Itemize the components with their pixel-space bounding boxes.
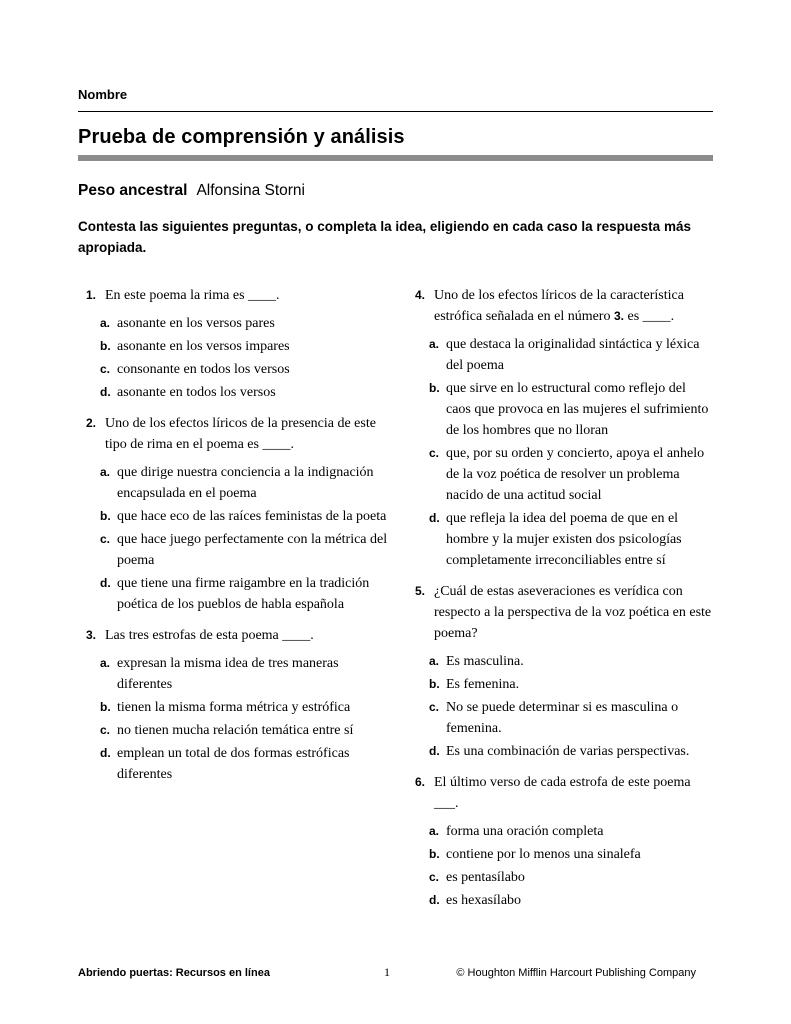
question-2-option-b (100, 506, 393, 527)
option-text: que hace eco de las raíces feministas de la poeta (117, 509, 387, 524)
question-text: ¿Cuál de estas aseveraciones es verídica con respecto a la perspectiva de la voz poética en este poema? (434, 584, 712, 641)
footer-book-title: Abriendo puertas: Recursos en línea (78, 967, 270, 979)
option-letter: a. (429, 654, 440, 668)
option-letter: d. (429, 744, 440, 758)
poem-heading (78, 182, 713, 200)
option-text: Es femenina. (446, 677, 520, 692)
option-letter: c. (429, 870, 440, 884)
poem-title: Peso ancestral (78, 182, 188, 199)
option-letter: a. (100, 465, 111, 479)
question-6-text-row (407, 772, 713, 814)
question-1-text-row (78, 285, 393, 306)
question-4 (407, 285, 713, 571)
question-6-option-a (429, 821, 713, 842)
page-footer (78, 965, 713, 980)
question-3-option-d (100, 743, 393, 785)
question-3-option-c (100, 720, 393, 741)
option-text: tienen la misma forma métrica y estrófica (117, 700, 351, 715)
option-text: asonante en todos los versos (117, 385, 276, 400)
option-letter: c. (100, 362, 111, 376)
footer-copyright: © Houghton Mifflin Harcourt Publishing Company (456, 967, 696, 979)
question-text-bold-reference: 3. (613, 309, 624, 323)
option-text: emplean un total de dos formas estróficas diferentes (117, 746, 350, 782)
option-text: que hace juego perfectamente con la métrica del poema (117, 532, 388, 568)
question-1-options (100, 313, 393, 403)
option-text: que refleja la idea del poema de que en el hombre y la mujer existen dos psicologías completamente irreconciliables entre sí (446, 511, 682, 568)
option-text: que, por su orden y concierto, apoya el anhelo de la voz poética de resolver un problema nacido de una actitud social (446, 446, 705, 503)
option-text: Es masculina. (446, 654, 524, 669)
option-text: es pentasílabo (446, 870, 525, 885)
option-letter: b. (100, 700, 111, 714)
question-2-option-a (100, 462, 393, 504)
question-3-option-b (100, 697, 393, 718)
question-text: Uno de los efectos líricos de la presencia de este tipo de rima en el poema es ____. (105, 416, 376, 452)
question-4-text-row (407, 285, 713, 327)
question-text: Las tres estrofas de esta poema ____. (105, 628, 314, 643)
option-letter: c. (429, 700, 440, 714)
left-column (78, 285, 393, 921)
instructions: Contesta las siguientes preguntas, o completa la idea, eligiendo en cada caso la respuesta más apropiada. (78, 219, 691, 255)
question-5-option-b (429, 674, 713, 695)
option-letter: a. (100, 656, 111, 670)
question-4-option-d (429, 508, 713, 571)
question-6-option-d (429, 890, 713, 911)
question-6-option-b (429, 844, 713, 865)
option-letter: b. (100, 339, 111, 353)
option-text: que dirige nuestra conciencia a la indignación encapsulada en el poema (117, 465, 374, 501)
question-2-option-c (100, 529, 393, 571)
option-text: consonante en todos los versos (117, 362, 290, 377)
question-2-options (100, 462, 393, 615)
right-column (407, 285, 713, 921)
question-3-options (100, 653, 393, 785)
question-5-options (429, 651, 713, 762)
question-3 (78, 625, 393, 785)
option-letter: b. (100, 509, 111, 523)
question-text-segment: Uno de los efectos líricos de la característica estrófica señalada en el número (434, 288, 684, 324)
page-title: Prueba de comprensión y análisis (78, 126, 713, 161)
poem-author: Alfonsina Storni (196, 182, 305, 199)
option-letter: c. (100, 532, 111, 546)
question-4-option-a (429, 334, 713, 376)
question-4-options (429, 334, 713, 571)
question-5-option-c (429, 697, 713, 739)
option-text: No se puede determinar si es masculina o femenina. (446, 700, 679, 736)
question-1 (78, 285, 393, 403)
question-6-options (429, 821, 713, 911)
option-text: que sirve en lo estructural como reflejo del caos que provoca en las mujeres el sufrimiento de los hombres que no lloran (446, 381, 709, 438)
question-text: El último verso de cada estrofa de este poema ___. (434, 775, 691, 811)
question-5-option-d (429, 741, 713, 762)
question-1-option-b (100, 336, 393, 357)
question-number: 4. (415, 288, 426, 302)
option-letter: a. (100, 316, 111, 330)
option-text: es hexasílabo (446, 893, 522, 908)
option-letter: d. (100, 385, 111, 399)
option-letter: c. (429, 446, 440, 460)
option-text: asonante en los versos impares (117, 339, 290, 354)
question-text: En este poema la rima es ____. (105, 288, 280, 303)
option-text: forma una oración completa (446, 824, 604, 839)
question-1-option-a (100, 313, 393, 334)
option-letter: b. (429, 847, 440, 861)
option-letter: d. (100, 576, 111, 590)
option-letter: d. (429, 893, 440, 907)
option-text: no tienen mucha relación temática entre sí (117, 723, 354, 738)
question-text (434, 285, 713, 327)
name-field-row (78, 86, 713, 112)
question-3-text-row (78, 625, 393, 646)
option-letter: b. (429, 381, 440, 395)
option-letter: d. (429, 511, 440, 525)
question-2-text-row (78, 413, 393, 455)
question-5-option-a (429, 651, 713, 672)
footer-page-number: 1 (384, 965, 390, 979)
question-number: 2. (86, 416, 97, 430)
option-letter: a. (429, 337, 440, 351)
option-text: que destaca la originalidad sintáctica y léxica del poema (446, 337, 700, 373)
option-text: Es una combinación de varias perspectivas. (446, 744, 690, 759)
option-letter: a. (429, 824, 440, 838)
question-text-segment: es ____. (624, 309, 675, 324)
question-2-option-d (100, 573, 393, 615)
question-number: 5. (415, 584, 426, 598)
question-3-option-a (100, 653, 393, 695)
question-6 (407, 772, 713, 911)
question-6-option-c (429, 867, 713, 888)
question-2 (78, 413, 393, 615)
question-4-option-b (429, 378, 713, 441)
option-letter: d. (100, 746, 111, 760)
question-number: 3. (86, 628, 97, 642)
question-1-option-d (100, 382, 393, 403)
question-1-option-c (100, 359, 393, 380)
option-letter: c. (100, 723, 111, 737)
question-number: 6. (415, 775, 426, 789)
question-5 (407, 581, 713, 762)
option-text: asonante en los versos pares (117, 316, 275, 331)
name-label: Nombre (78, 87, 128, 102)
option-text: que tiene una firme raigambre en la tradición poética de los pueblos de habla española (117, 576, 370, 612)
question-4-option-c (429, 443, 713, 506)
option-text: contiene por lo menos una sinalefa (446, 847, 641, 862)
question-5-text-row (407, 581, 713, 644)
question-number: 1. (86, 288, 97, 302)
questions-area (78, 285, 713, 921)
option-text: expresan la misma idea de tres maneras diferentes (117, 656, 339, 692)
option-letter: b. (429, 677, 440, 691)
